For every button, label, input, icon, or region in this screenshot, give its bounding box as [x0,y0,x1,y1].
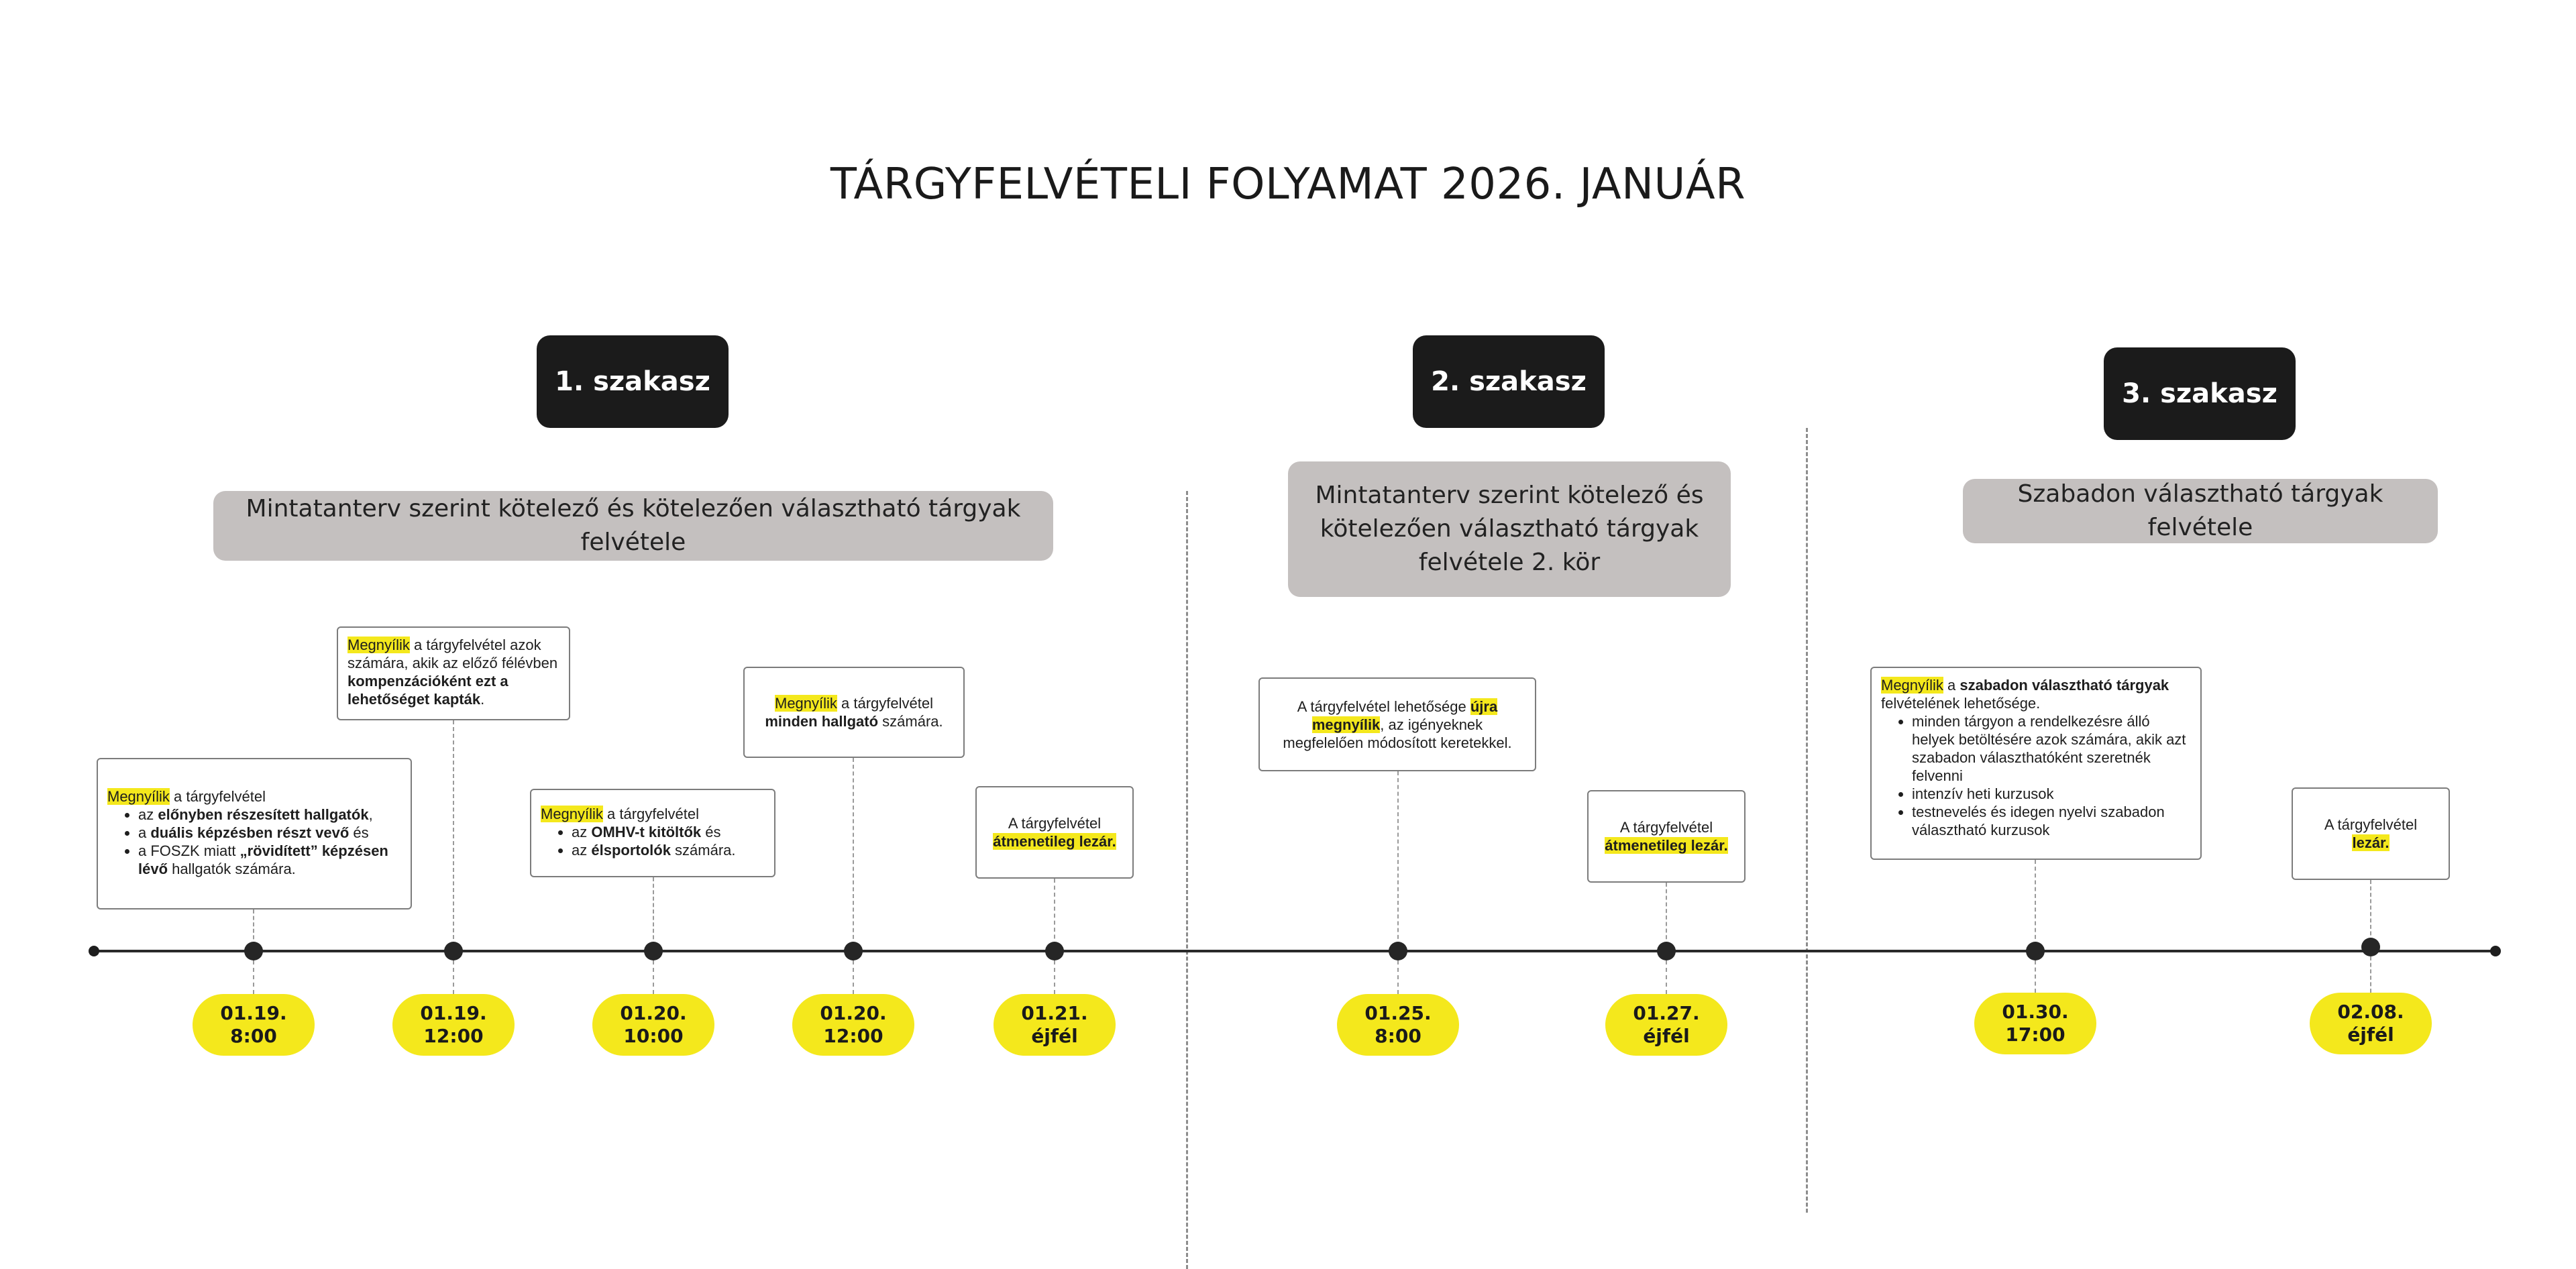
stage-separator [1806,428,1808,1213]
event-card-list [1881,712,2191,839]
event-card-intro: Megnyílik a szabadon választható tárgyak felvételének lehetősége. [1881,677,2169,712]
event-connector [453,720,454,946]
date-badge-0120-1200: 01.20. 12:00 [792,994,914,1056]
list-item: • minden tárgyon a rendelkezésre álló helyek betöltésére azok számára, akik azt szabadon választhatóként szeretnék felvenni [1912,712,2191,785]
timeline-dot [244,942,263,960]
timeline-dot [1389,942,1407,960]
event-connector [1397,771,1399,946]
timeline-dot [2026,942,2045,960]
event-card-0120-1000 [530,789,775,877]
event-card-0208-ejfel [2292,787,2450,880]
phase-3-description: Szabadon választható tárgyak felvétele [1963,479,2438,543]
event-card-0125-0800 [1258,677,1536,771]
event-card-text: A tárgyfelvétel átmenetileg lezár. [1605,819,1728,854]
list-item: • az OMHV-t kitöltők és [572,823,765,841]
list-item: • intenzív heti kurzusok [1912,785,2191,803]
event-card-0121-ejfel [975,786,1134,879]
event-card-0127-ejfel [1587,790,1746,883]
timeline-dot [444,942,463,960]
event-connector [1054,879,1055,946]
date-badge-0208-ejfel: 02.08. éjfél [2310,993,2432,1054]
date-badge-0119-0800: 01.19. 8:00 [193,994,315,1056]
event-connector [653,877,654,946]
date-badge-0121-ejfel: 01.21. éjfél [994,994,1116,1056]
event-connector [1397,960,1399,994]
timeline-dot [644,942,663,960]
list-item: • a duális képzésben részt vevő és [138,824,401,842]
timeline-dot [1657,942,1676,960]
event-card-0119-0800 [97,758,412,909]
event-connector [653,960,654,994]
event-card-0119-1200: Megnyílik a tárgyfelvétel azok számára, akik az előző félévben kompenzációként ezt a lehetőséget kapták. [337,626,570,720]
event-card-list [107,806,401,878]
list-item: • az élsportolók számára. [572,841,765,859]
timeline-start [89,946,99,956]
date-badge-0120-1000: 01.20. 10:00 [592,994,714,1056]
event-connector [1666,883,1667,946]
event-connector [853,758,854,946]
date-badge-0127-ejfel: 01.27. éjfél [1605,994,1727,1056]
date-badge-0119-1200: 01.19. 12:00 [392,994,515,1056]
event-connector [453,960,454,994]
stage-3-label: 3. szakasz [2104,347,2296,440]
event-card-text: A tárgyfelvétel lehetősége újra megnyílik, az igényeknek megfelelően módosított keretekkel. [1283,698,1512,751]
event-card-text: A tárgyfelvétel lezár. [2324,816,2418,851]
timeline-end [2490,946,2501,956]
event-connector [2035,860,2036,946]
timeline-dot [844,942,863,960]
event-card-0120-1200 [743,667,965,758]
event-connector [2370,880,2371,942]
list-item: • a FOSZK miatt „rövidített” képzésen lévő hallgatók számára. [138,842,401,878]
list-item: • az előnyben részesített hallgatók, [138,806,401,824]
timeline-dot [2361,938,2380,956]
event-connector [2035,960,2036,993]
date-badge-0125-0800: 01.25. 8:00 [1337,994,1459,1056]
event-card-intro: Megnyílik a tárgyfelvétel [107,788,266,805]
list-item: • testnevelés és idegen nyelvi szabadon választható kurzusok [1912,803,2191,839]
event-connector [1666,960,1667,994]
event-connector [253,909,254,946]
event-connector [253,960,254,994]
phase-1-description: Mintatanterv szerint kötelező és kötelezően választható tárgyak felvétele [213,491,1053,561]
event-connector [2370,956,2371,993]
event-connector [1054,960,1055,994]
event-card-intro: Megnyílik a tárgyfelvétel [541,806,699,822]
stage-2-label: 2. szakasz [1413,335,1605,428]
event-card-text: A tárgyfelvétel átmenetileg lezár. [993,815,1116,850]
timeline-dot [1045,942,1064,960]
stage-1-label: 1. szakasz [537,335,729,428]
date-badge-0130-1700: 01.30. 17:00 [1974,993,2096,1054]
event-card-list [541,823,765,859]
event-card-text: Megnyílik a tárgyfelvétel minden hallgató számára. [765,695,943,730]
event-connector [853,960,854,994]
page-title: TÁRGYFELVÉTELI FOLYAMAT 2026. JANUÁR [830,160,1746,209]
phase-2-description: Mintatanterv szerint kötelező és kötelezően választható tárgyak felvétele 2. kör [1288,461,1731,597]
event-card-0130-1700 [1870,667,2202,860]
stage-separator [1186,491,1188,1269]
